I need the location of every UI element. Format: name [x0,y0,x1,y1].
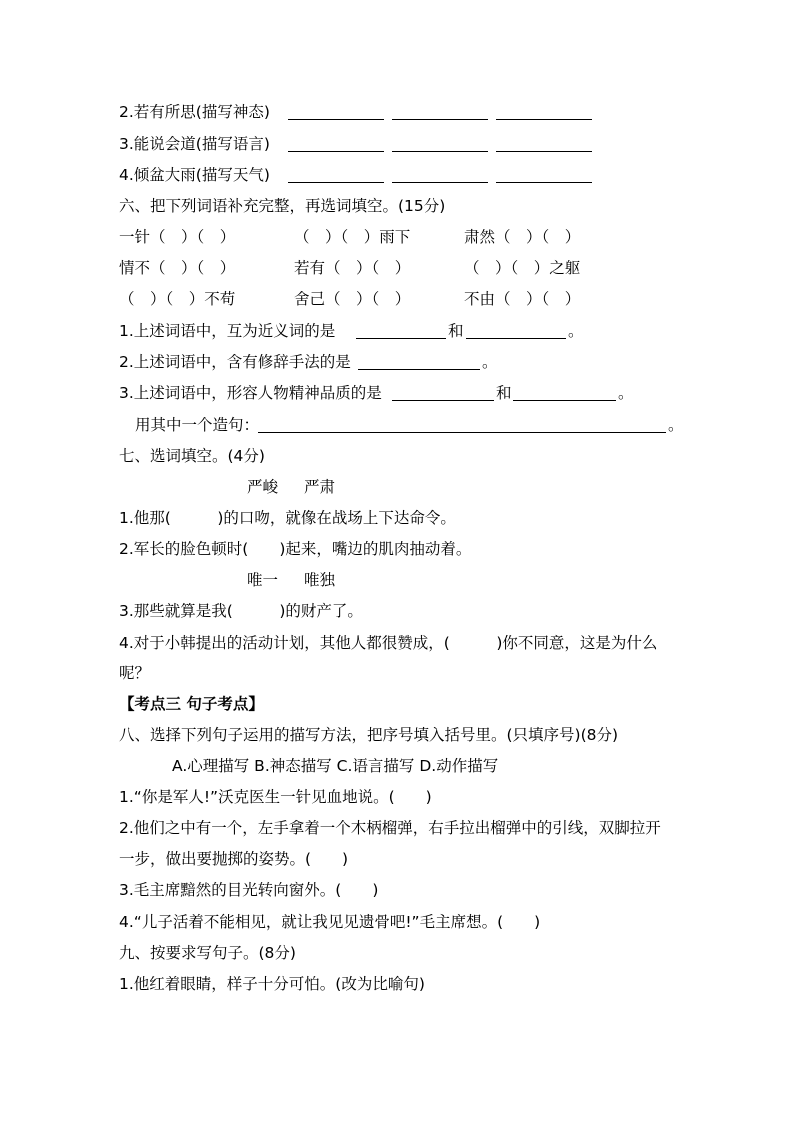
q6-question-3: 3.上述词语中，形容人物精神品质的是 [119,384,382,402]
q5-item-2: 2.若有所思(描写神态) [119,103,270,121]
q5-item-3-blank-2[interactable] [392,151,488,152]
q6-question-3-and: 和 [496,384,512,402]
q6-question-3-blank-1[interactable] [392,400,494,401]
q7-sentence-4-cont: 呢？ [119,664,151,682]
q8-options: A.心理描写 B.神态描写 C.语言描写 D.动作描写 [172,757,499,775]
q5-item-2-blank-1[interactable] [288,119,384,120]
q6-question-1-end: 。 [568,322,584,340]
q5-item-3-blank-3[interactable] [496,151,592,152]
q5-item-4-blank-2[interactable] [392,182,488,183]
q7-sentence-2: 2.军长的脸色顿时( )起来，嘴边的肌肉抽动着。 [119,540,472,558]
q5-item-3: 3.能说会道(描写语言) [119,135,270,153]
q5-item-3-blank-1[interactable] [288,151,384,152]
q6-question-2: 2.上述词语中，含有修辞手法的是 [119,353,351,371]
q7-word-option-3: 唯一 [247,571,279,589]
q7-word-option-2: 严肃 [304,478,336,496]
q6-question-3-end: 。 [618,384,634,402]
section-heading: 【考点三 句子考点】 [119,695,264,713]
q8-sentence-2-cont: 一步，做出要抛掷的姿势。( ) [119,850,349,868]
q6-word-r3c3: 不由（ ）（ ） [464,290,581,308]
q5-item-4-blank-3[interactable] [496,182,592,183]
q9-sentence-1: 1.他红着眼睛，样子十分可怕。(改为比喻句) [119,975,425,993]
q6-question-3-blank-2[interactable] [513,400,616,401]
q7-sentence-3: 3.那些就算是我( )的财产了。 [119,602,363,620]
q9-title: 九、按要求写句子。(8分) [119,944,296,962]
q6-word-r2c3: （ ）（ ）之躯 [464,259,581,277]
q7-sentence-1: 1.他那( )的口吻，就像在战场上下达命令。 [119,509,456,527]
q6-sentence-prompt: 用其中一个造句： [135,416,260,434]
q8-sentence-4: 4.“儿子活着不能相见，就让我见见遗骨吧!”毛主席想。( ) [119,913,541,931]
q6-word-r2c2: 若有（ ）（ ） [294,259,411,277]
q6-question-2-end: 。 [482,353,498,371]
q5-item-4: 4.倾盆大雨(描写天气) [119,166,270,184]
q6-word-r3c2: 舍己（ ）（ ） [294,290,411,308]
q6-title: 六、把下列词语补充完整，再选词填空。(15分) [119,197,446,215]
q6-word-r1c3: 肃然（ ）（ ） [464,228,581,246]
q6-sentence-end: 。 [668,416,684,434]
q5-item-2-blank-2[interactable] [392,119,488,120]
q6-word-r2c1: 情不（ ）（ ） [119,259,236,277]
q6-question-1-blank-1[interactable] [356,338,446,339]
q6-word-r1c1: 一针（ ）（ ） [119,228,236,246]
q8-title: 八、选择下列句子运用的描写方法，把序号填入括号里。(只填序号)(8分) [119,726,619,744]
q7-title: 七、选词填空。(4分) [119,447,265,465]
q5-item-2-blank-3[interactable] [496,119,592,120]
q6-sentence-blank[interactable] [258,432,666,433]
q6-question-2-blank[interactable] [358,369,480,370]
q7-word-option-1: 严峻 [247,478,279,496]
q6-question-1-and: 和 [448,322,464,340]
q8-sentence-3: 3.毛主席黯然的目光转向窗外。( ) [119,881,379,899]
q8-sentence-2: 2.他们之中有一个，左手拿着一个木柄榴弹，右手拉出榴弹中的引线，双脚拉开 [119,819,661,837]
q8-sentence-1: 1.“你是军人!”沃克医生一针见血地说。( ) [119,788,432,806]
q7-sentence-4: 4.对于小韩提出的活动计划，其他人都很赞成，( )你不同意，这是为什么 [119,634,658,652]
q7-word-option-4: 唯独 [304,571,336,589]
q6-question-1-blank-2[interactable] [466,338,566,339]
q5-item-4-blank-1[interactable] [288,182,384,183]
q6-word-r3c1: （ ）（ ）不苟 [119,290,236,308]
q6-word-r1c2: （ ）（ ）雨下 [294,228,411,246]
q6-question-1: 1.上述词语中，互为近义词的是 [119,322,336,340]
